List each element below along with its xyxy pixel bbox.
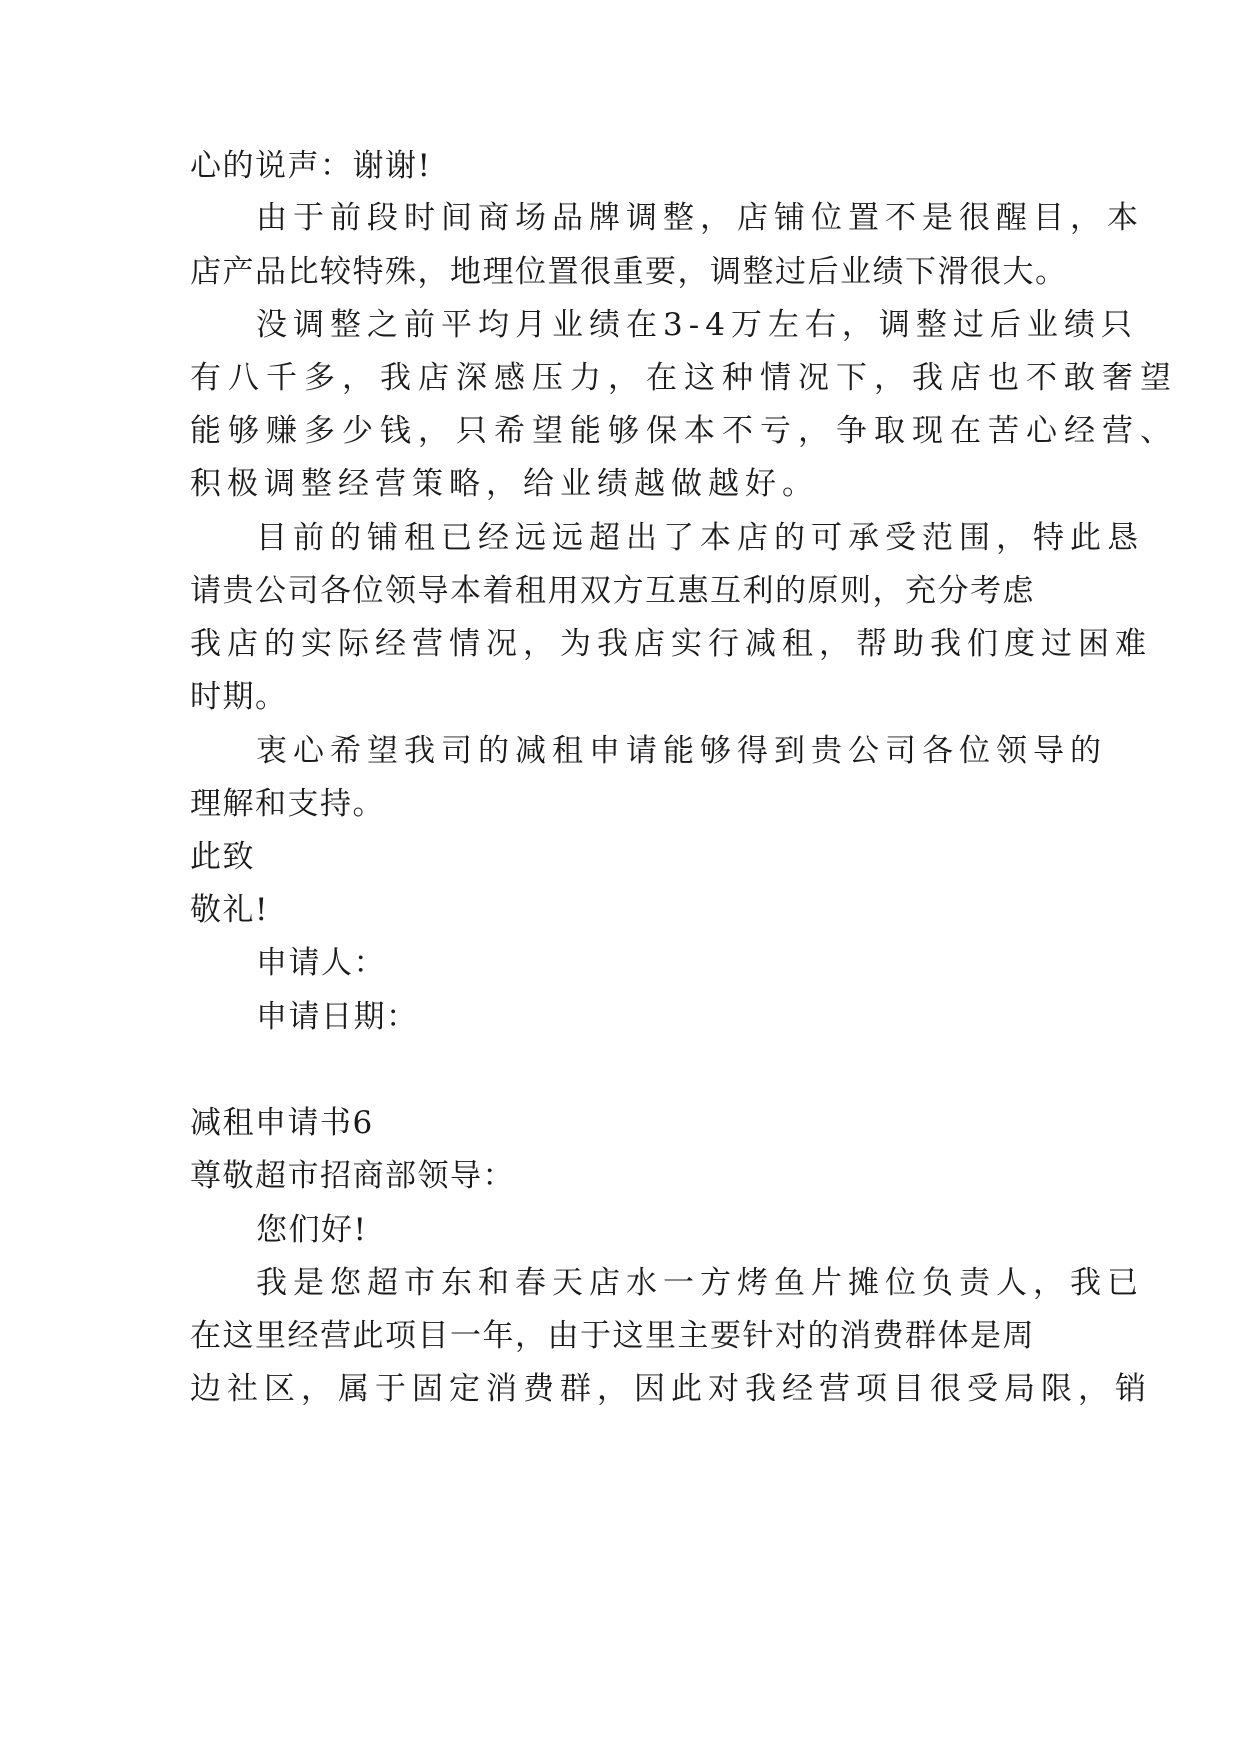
- paragraph-line: 我店的实际经营情况，为我店实行减租，帮助我们度过困难: [190, 626, 1152, 662]
- paragraph-line: 理解和支持。: [190, 786, 385, 822]
- application-date-line: 申请日期：: [256, 999, 419, 1035]
- paragraph-line: 店产品比较特殊，地理位置很重要，调整过后业绩下滑很大。: [190, 254, 1068, 290]
- paragraph-line: 能够赚多少钱，只希望能够保本不亏，争取现在苦心经营、: [190, 413, 1178, 449]
- paragraph-line: 时期。: [190, 679, 288, 715]
- paragraph-line: 积极调整经营策略，给业绩越做越好。: [190, 466, 819, 502]
- paragraph-line: 请贵公司各位领导本着租用双方互惠互利的原则，充分考虑: [190, 573, 1035, 609]
- paragraph-line: 边社区，属于固定消费群，因此对我经营项目很受局限，销: [190, 1371, 1152, 1407]
- paragraph-line: 没调整之前平均月业绩在3-4万左右，调整过后业绩只: [256, 307, 1138, 343]
- paragraph-line: 衷心希望我司的减租申请能够得到贵公司各位领导的: [256, 733, 1107, 769]
- paragraph-line: 在这里经营此项目一年，由于这里主要针对的消费群体是周: [190, 1318, 1035, 1354]
- applicant-line: 申请人：: [256, 945, 386, 981]
- text-line: 心的说声：谢谢!: [190, 148, 432, 184]
- paragraph-line: 有八千多，我店深感压力，在这种情况下，我店也不敢奢望: [190, 360, 1178, 396]
- paragraph-line: 我是您超市东和春天店水一方烤鱼片摊位负责人，我已: [256, 1265, 1144, 1301]
- salutation-line: 敬礼!: [190, 892, 269, 928]
- recipient-line: 尊敬超市招商部领导：: [190, 1158, 515, 1194]
- paragraph-line: 目前的铺租已经远远超出了本店的可承受范围，特此恳: [256, 520, 1144, 556]
- closing-line: 此致: [190, 839, 255, 875]
- greeting-line: 您们好!: [256, 1212, 368, 1248]
- section-title: 减租申请书6: [190, 1105, 374, 1141]
- paragraph-line: 由于前段时间商场品牌调整，店铺位置不是很醒目，本: [256, 200, 1144, 236]
